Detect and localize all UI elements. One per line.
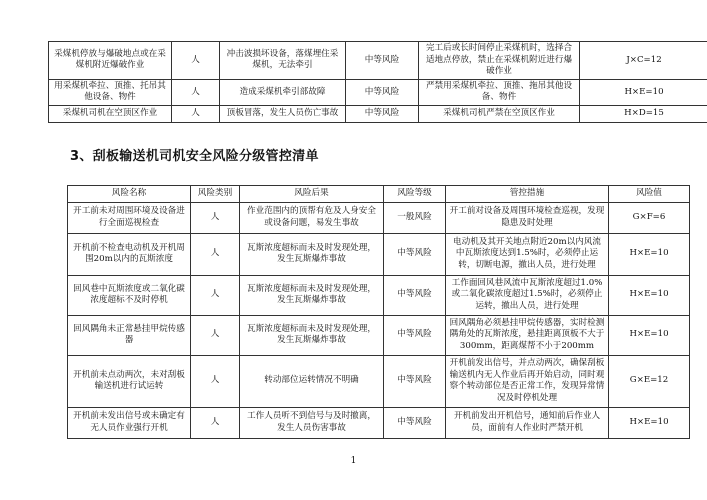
risk-category-cell: 人 [191, 233, 240, 275]
risk-value-header: 风险值 [609, 186, 690, 203]
risk-name-cell: 开机前不检查电动机及开机周围20m以内的瓦斯浓度 [68, 233, 191, 275]
risk-value-cell: H×E=10 [609, 315, 690, 355]
risk-name-cell: 开机前未发出信号或未确定有无人员作业强行开机 [68, 407, 191, 438]
risk-category-cell: 人 [172, 79, 220, 105]
table-row [49, 42, 707, 80]
risk-level-cell: 中等风险 [384, 407, 446, 438]
table-row [49, 79, 707, 105]
risk-consequence-cell: 作业范围内的顶帮有危及人身安全或设备问题，易发生事故 [240, 202, 384, 233]
control-measures-cell: 开机前发出信号，并点动两次，确保刮板输送机内无人作业后再开始启动，同时观察个转动部位是否正常工作，发现异常情况及时停机处理 [446, 355, 609, 407]
risk-level-header: 风险等级 [384, 186, 446, 203]
table-row [49, 105, 707, 122]
risk-name-cell: 开机前未点动两次，未对刮板输送机进行试运转 [68, 355, 191, 407]
control-measures-cell: 开工前对设备及周围环境检查巡视，发现隐患及时处理 [446, 202, 609, 233]
page-number: 1 [350, 456, 357, 466]
table-row [68, 233, 690, 275]
risk-consequence-cell: 瓦斯浓度超标而未及时发现处理，发生瓦斯爆炸事故 [240, 275, 384, 315]
risk-level-cell: 中等风险 [346, 79, 419, 105]
risk-name-cell: 开工前未对周围环境及设备进行全面巡视检查 [68, 202, 191, 233]
risk-name-header: 风险名称 [68, 186, 191, 203]
risk-category-cell: 人 [172, 105, 220, 122]
risk-category-cell: 人 [191, 275, 240, 315]
table-row [68, 202, 690, 233]
table-header-row [68, 186, 690, 203]
control-measures-cell: 完工后或长时间停止采煤机时，选择合适地点停放，禁止在采煤机附近进行爆破作业 [419, 42, 580, 80]
risk-name-cell: 回风隅角未正常悬挂甲烷传感器 [68, 315, 191, 355]
control-measures-cell: 严禁用采煤机牵拉、顶推、拖吊其他设备、物件 [419, 79, 580, 105]
risk-category-cell: 人 [172, 42, 220, 80]
risk-value-cell: H×E=10 [609, 275, 690, 315]
risk-category-cell: 人 [191, 355, 240, 407]
risk-consequence-cell: 冲击波损坏设备，落煤埋住采煤机，无法牵引 [220, 42, 346, 80]
prev-risk-table [48, 41, 707, 123]
control-measures-header: 管控措施 [446, 186, 609, 203]
risk-name-cell: 采煤机停放与爆破地点或在采煤机附近爆破作业 [49, 42, 172, 80]
risk-consequence-cell: 瓦斯浓度超标而未及时发现处理，发生瓦斯爆炸事故 [240, 233, 384, 275]
control-measures-cell: 回风隅角必须悬挂甲烷传感器，实时检测隅角处的瓦斯浓度，悬挂距离顶板不大于300mm，距离煤帮不小于200mm [446, 315, 609, 355]
control-measures-cell: 电动机及其开关地点附近20m以内风流中瓦斯浓度达到1.5%时，必须停止运转，切断电源，撤出人员，进行处理 [446, 233, 609, 275]
risk-value-cell: H×E=10 [580, 79, 707, 105]
risk-value-cell: H×E=10 [609, 407, 690, 438]
risk-level-cell: 中等风险 [384, 233, 446, 275]
risk-level-cell: 中等风险 [384, 355, 446, 407]
risk-name-cell: 采煤机司机在空顶区作业 [49, 105, 172, 122]
table-row [68, 355, 690, 407]
risk-value-cell: H×E=10 [609, 233, 690, 275]
risk-consequence-cell: 转动部位运转情况不明确 [240, 355, 384, 407]
risk-name-cell: 回风巷中瓦斯浓度或二氧化碳浓度超标不及时停机 [68, 275, 191, 315]
risk-value-cell: G×F=6 [609, 202, 690, 233]
risk-name-cell: 用采煤机牵拉、顶推、托吊其他设备、物件 [49, 79, 172, 105]
risk-level-cell: 一般风险 [384, 202, 446, 233]
risk-category-cell: 人 [191, 202, 240, 233]
conveyor-risk-table [67, 185, 690, 439]
section-title: 3、刮板输送机司机安全风险分级管控清单 [70, 149, 319, 164]
risk-level-cell: 中等风险 [384, 275, 446, 315]
risk-value-cell: G×E=12 [609, 355, 690, 407]
risk-category-cell: 人 [191, 407, 240, 438]
risk-consequence-cell: 工作人员听不到信号与及时撤离，发生人员伤害事故 [240, 407, 384, 438]
risk-category-header: 风险类别 [191, 186, 240, 203]
risk-category-cell: 人 [191, 315, 240, 355]
risk-level-cell: 中等风险 [346, 42, 419, 80]
risk-consequence-header: 风险后果 [240, 186, 384, 203]
risk-value-cell: H×D=15 [580, 105, 707, 122]
table-row [68, 407, 690, 438]
risk-consequence-cell: 顶板冒落，发生人员伤亡事故 [220, 105, 346, 122]
risk-level-cell: 中等风险 [346, 105, 419, 122]
table-row [68, 315, 690, 355]
risk-level-cell: 中等风险 [384, 315, 446, 355]
risk-consequence-cell: 瓦斯浓度超标而未及时发现处理，发生瓦斯爆炸事故 [240, 315, 384, 355]
risk-value-cell: J×C=12 [580, 42, 707, 80]
table-row [68, 275, 690, 315]
risk-consequence-cell: 造成采煤机牵引部故障 [220, 79, 346, 105]
control-measures-cell: 采煤机司机严禁在空顶区作业 [419, 105, 580, 122]
control-measures-cell: 工作面回风巷风流中瓦斯浓度超过1.0%或二氧化碳浓度超过1.5%时，必须停止运转，撤出人员，进行处理 [446, 275, 609, 315]
control-measures-cell: 开机前发出开机信号，通知前后作业人员，面前有人作业时严禁开机 [446, 407, 609, 438]
